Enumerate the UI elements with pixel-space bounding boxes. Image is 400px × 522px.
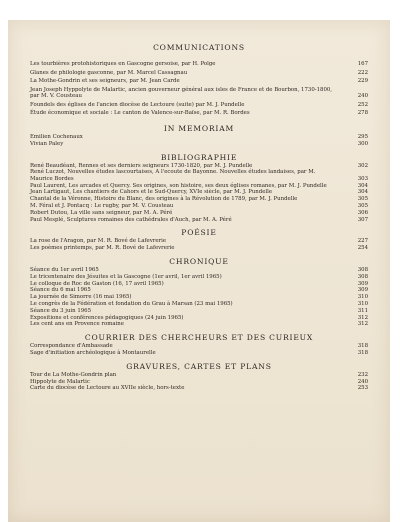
toc-entry: Glanes de philologie gasconne, par M. Marcel Cassagnau 222 [30,69,368,76]
toc-entry: Paul Mesplé, Sculptures romaines des cathédrales d'Auch, par M. A. Péré 307 [30,216,368,223]
book-page [8,20,390,522]
toc-entry: Jean Lartigaut, Les chantiers de Cahors et le Sud-Quercy, XVIe siècle, par M. J. Pundelle 304 [30,189,368,196]
toc-entry: Paul Laurent, Les arcades et Quercy. Ses origines, son histoire, ses deux églises romanes, par M. J. Pundelle 304 [30,182,368,189]
toc-entry: Robert Dutou, La ville sans seigneur, par M. A. Péré 306 [30,209,368,216]
section-title-poesie: POÉSIE [181,228,217,238]
section-title-chronique: CHRONIQUE [169,256,229,266]
toc-entry: Sage d'initiation archéologique à Montaurelle 318 [30,349,368,356]
toc-entry: Les poèmes printemps, par M. R. Bové de Lafevrerie 254 [30,245,368,252]
section-title-gravures: GRAVURES, CARTES ET PLANS [126,361,272,371]
toc-entry: La journée de Simorre (16 mai 1965) 310 [30,294,368,301]
section-courrier [30,343,368,356]
toc-entry: Le colloque de Roc de Gaston (16, 17 avril 1965) 309 [30,280,368,287]
toc-entry: Séance du 1er avril 1965 308 [30,266,368,273]
section-bibliographie [30,163,368,223]
section-in-memoriam [30,134,368,147]
toc-entry: Emilien Cochenaux 295 [30,133,368,140]
toc-entry: Séance du 3 juin 1965 311 [30,307,368,314]
toc-entry: René Luczot, Nouvelles études lascourtaises, A l'ecoute de Bayonne. Nouvelles études landaises, par M. Maurice Bordes 303 [30,169,368,182]
toc-entry: Vivian Paley 300 [30,140,368,147]
section-gravures [30,372,368,392]
section-title-courrier: COURRIER DES CHERCHEURS ET DES CURIEUX [84,333,314,343]
toc-entry: Correspondance d'Ambassade 318 [30,343,368,350]
toc-entry: Hippolyte de Malartic 240 [30,378,368,385]
toc-entry: Carte du diocèse de Lectoure au XVIIe siècle, hors-texte 253 [30,385,368,392]
toc-entry: Tour de La Mothe-Gondrin plan 232 [30,371,368,378]
toc-entry: Foundels des églises de l'ancien diocèse de Lectoure (suite) par M. J. Pundelle 252 [30,101,368,108]
section-title-in-memoriam: IN MEMORIAM [163,123,235,133]
section-title-bibliographie: BIBLIOGRAPHIE [160,152,238,162]
table-of-contents [30,38,368,392]
toc-entry: La rose de l'Aragon, par M. R. Bové de Lafevrerie 227 [30,238,368,245]
toc-entry: La Mothe-Gondrin et ses seigneurs, par M. Jean Carde 229 [30,78,368,85]
toc-entry: Étude économique et sociale : Le canton de Valence-sur-Baïse, par M. R. Bordes 278 [30,110,368,117]
toc-entry: Les cent ans en Provence romaine 312 [30,321,368,328]
toc-entry: Chantal de la Véronne, Histoire du Blanc, des origines à la Révolution de 1789, par M. J. Pundelle 305 [30,196,368,203]
toc-entry: M. Féral et J. Pontacq : Le rugby, par M. V. Cousteau 305 [30,202,368,209]
toc-entry: Le tricentenaire des Jésuites et la Gascogne (1er avril, 1er avril 1965) 308 [30,273,368,280]
section-chronique [30,267,368,328]
toc-entry: Séance du 6 mai 1965 309 [30,287,368,294]
section-communications [30,61,368,117]
toc-entry: Les tourbières protohistoriques en Gascogne gersoise, par H. Polge 167 [30,61,368,67]
toc-entry: Jean Joseph Hyppolyte de Malartic, ancien gouverneur général aux isles de France et de Bourbon, 1730-1800, par M. V. Cousteau 240 [30,86,368,100]
toc-entry: René Beaudéant, Rennes et ses derniers seigneurs 1730-1820, par M. J. Pundelle 302 [30,162,368,169]
toc-entry: Expositions et conférences pédagogiques (24 juin 1965) 312 [30,314,368,321]
toc-entry: Le congrès de la Fédération et fondation du Grau à Marsan (23 mai 1965) 310 [30,300,368,307]
section-title-communications: COMMUNICATIONS [153,43,245,52]
section-poesie [30,238,368,251]
